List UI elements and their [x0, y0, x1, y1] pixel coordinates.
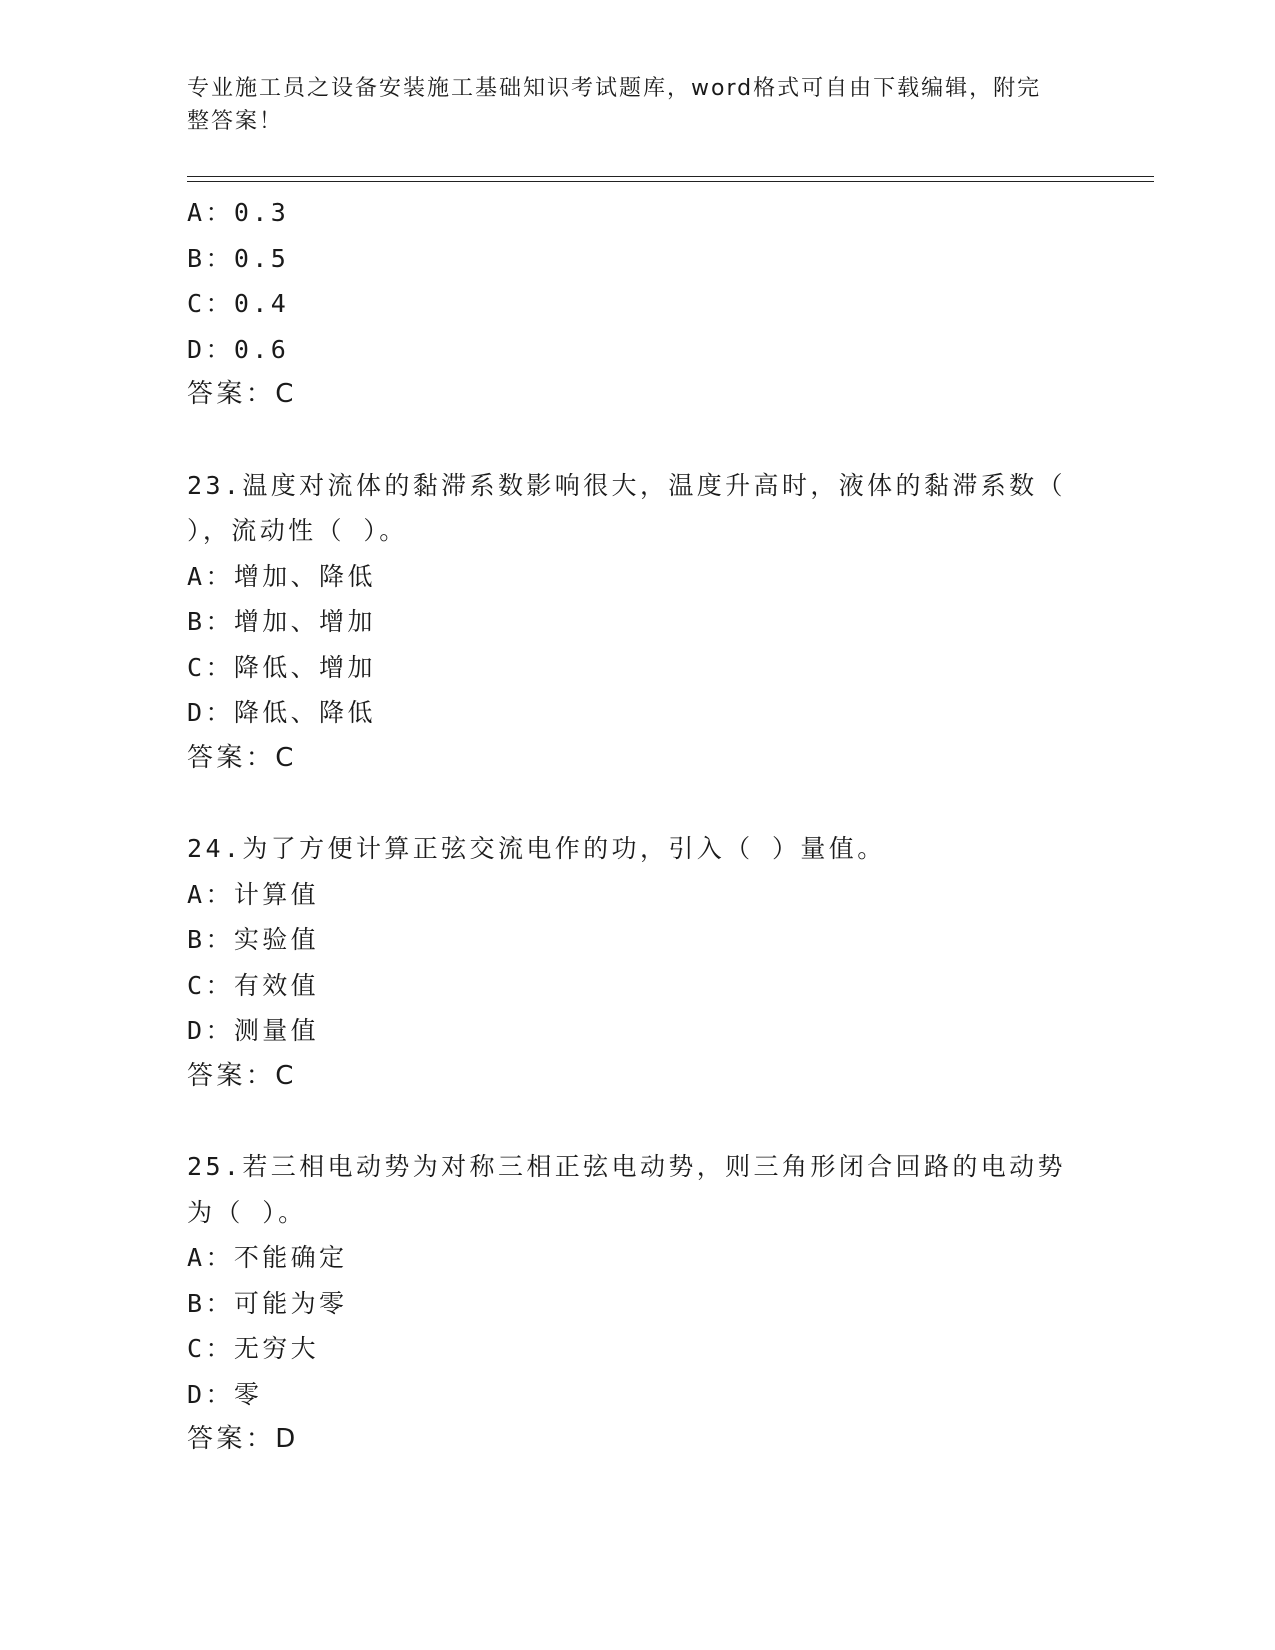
option-c: C：有效值: [187, 970, 320, 1000]
option-b: B：实验值: [187, 925, 320, 954]
header-line-2: 整答案！: [187, 109, 284, 134]
option-d: D：0.6: [187, 334, 290, 364]
spacer: [187, 418, 1107, 463]
question-25: [187, 1144, 1107, 1463]
option-b: B：0.5: [187, 243, 290, 273]
question-list: [187, 190, 1107, 1463]
option-a: A：0.3: [187, 198, 290, 227]
header-rule-bottom: [187, 181, 1154, 182]
question-stem: 24.为了方便计算正弦交流电作的功，引入（ ）量值。: [187, 834, 886, 863]
option-a: A：不能确定: [187, 1243, 348, 1272]
answer: 答案：C: [187, 742, 297, 773]
option-a: A：计算值: [187, 879, 320, 909]
option-d: D：测量值: [187, 1016, 320, 1045]
question-stem-continued: 为（ ）。: [187, 1197, 307, 1227]
answer: 答案：D: [187, 1424, 299, 1454]
question-22: [187, 190, 1107, 418]
question-23: [187, 463, 1107, 782]
question-stem: 23.温度对流体的黏滞系数影响很大，温度升高时，液体的黏滞系数（: [187, 470, 1066, 500]
question-stem-continued: ），流动性（ ）。: [187, 516, 408, 545]
spacer: [187, 781, 1107, 826]
option-d: D：零: [187, 1379, 263, 1409]
option-c: C：0.4: [187, 289, 290, 318]
spacer: [187, 1099, 1107, 1144]
answer: 答案：C: [187, 1060, 297, 1091]
question-stem: 25.若三相电动势为对称三相正弦电动势，则三角形闭合回路的电动势: [187, 1152, 1066, 1181]
answer: 答案：C: [187, 379, 297, 409]
header-line-1: 专业施工员之设备安装施工基础知识考试题库，word格式可自由下载编辑，附完: [187, 76, 1042, 101]
question-24: [187, 826, 1107, 1099]
option-a: A：增加、降低: [187, 561, 376, 591]
option-b: B：可能为零: [187, 1288, 348, 1318]
header-rule-top: [187, 176, 1154, 177]
option-c: C：降低、增加: [187, 652, 376, 682]
document-header: [187, 72, 1067, 138]
option-c: C：无穷大: [187, 1334, 320, 1363]
option-b: B：增加、增加: [187, 607, 376, 636]
option-d: D：降低、降低: [187, 698, 376, 727]
